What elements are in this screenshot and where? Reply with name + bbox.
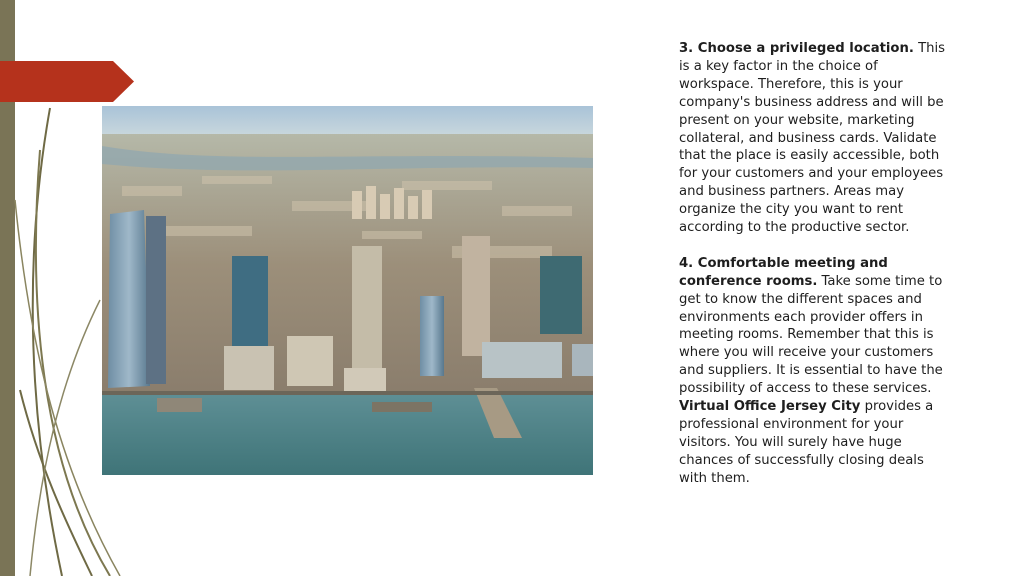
paragraph-meeting-body-a: Take some time to get to know the different spaces and environments each provider offers in meeting rooms. Remember that this is where you will receive your customers and suppliers. It is essential to have the possibility of access to these services. xyxy=(679,273,943,397)
paragraph-meeting-rooms xyxy=(679,255,955,488)
paragraph-location xyxy=(679,40,955,237)
highlight-virtual-office: Virtual Office Jersey City xyxy=(679,399,861,415)
red-arrow-shape xyxy=(0,61,134,102)
heading-location: 3. Choose a privileged location. xyxy=(679,41,914,56)
heading-meeting-rooms: 4. Comfortable meeting and conference rooms. xyxy=(679,255,888,289)
paragraph-meeting-body-b: provides a professional environment for your visitors. You will surely have huge chances of successfully closing deals with them. xyxy=(679,399,934,486)
city-aerial-photo xyxy=(102,106,593,475)
body-text-column xyxy=(679,40,955,506)
paragraph-location-body: This is a key factor in the choice of workspace. Therefore, this is your company's business address and will be present on your website, marketing collateral, and business cards. Validate that the place is easily accessible, both for your customers and your employees and business partners. Areas may organize the city you want to rent according to the productive sector. xyxy=(679,41,946,236)
